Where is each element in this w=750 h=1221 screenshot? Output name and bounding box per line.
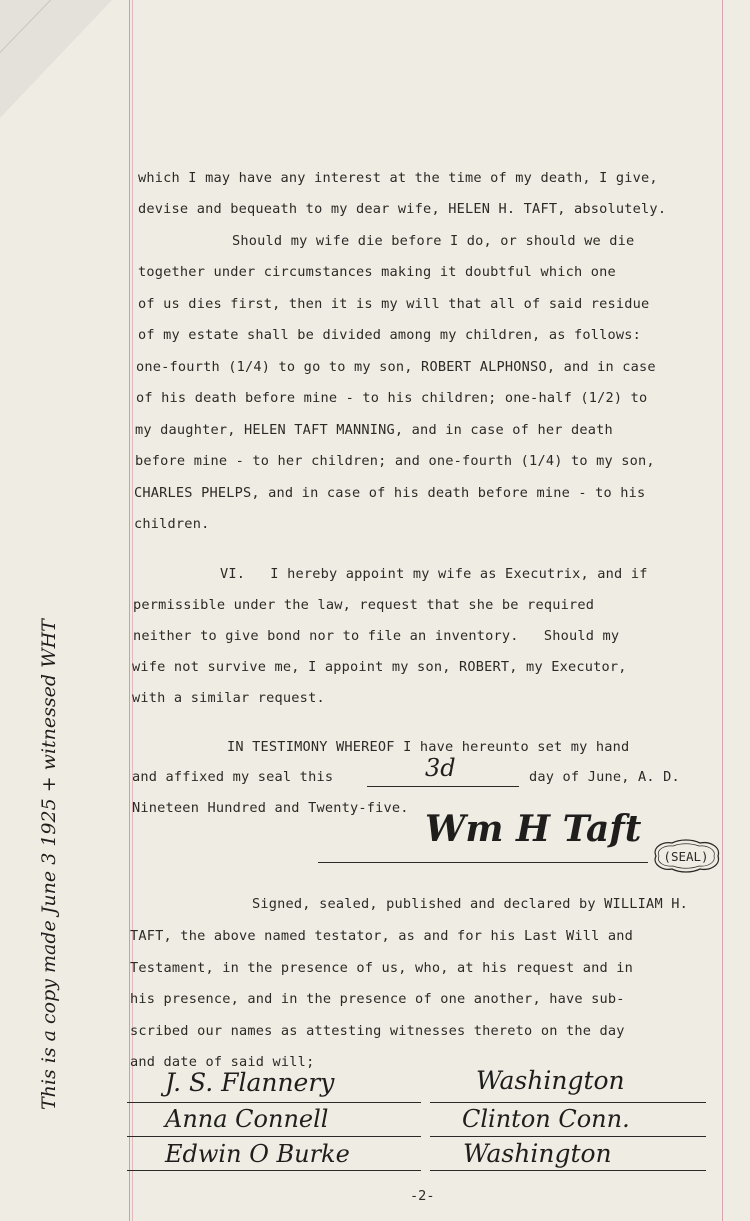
attestation-line: Signed, sealed, published and declared by WILLIAM H. — [252, 896, 688, 912]
attestation-line: and date of said will; — [130, 1054, 315, 1070]
witness-line — [127, 1102, 421, 1103]
handwritten-day: 3d — [425, 754, 456, 782]
attestation-line: his presence, and in the presence of one another, have sub- — [130, 991, 625, 1007]
day-blank-line — [367, 786, 519, 787]
witness-line — [127, 1170, 421, 1171]
witness-signature: Anna Connell — [165, 1105, 329, 1133]
right-margin-rule — [722, 0, 723, 1221]
section-vi-line: wife not survive me, I appoint my son, ROBERT, my Executor, — [132, 659, 627, 675]
witness-residence: Washington — [463, 1139, 612, 1168]
seal — [648, 838, 724, 874]
witness-signature: J. S. Flannery — [165, 1068, 335, 1097]
witness-line — [430, 1136, 706, 1137]
body-line: my daughter, HELEN TAFT MANNING, and in case of her death — [135, 422, 613, 438]
body-line: Should my wife die before I do, or should we die — [232, 233, 635, 249]
testimony-line: Nineteen Hundred and Twenty-five. — [132, 800, 409, 816]
section-vi-line: with a similar request. — [132, 690, 325, 706]
seal-label: (SEAL) — [663, 848, 709, 864]
body-line: of us dies first, then it is my will that all of said residue — [138, 296, 650, 312]
page-number: -2- — [410, 1188, 435, 1204]
testimony-line: IN TESTIMONY WHEREOF I have hereunto set my hand — [227, 739, 630, 755]
attestation-line: scribed our names as attesting witnesses thereto on the day — [130, 1023, 625, 1039]
testimony-line-start: and affixed my seal this — [132, 769, 334, 785]
witness-line — [430, 1170, 706, 1171]
section-vi-line: permissible under the law, request that she be required — [133, 597, 595, 613]
testator-signature: Wm H Taft — [425, 808, 642, 850]
body-line: before mine - to her children; and one-fourth (1/4) to my son, — [135, 453, 655, 469]
folded-corner — [0, 0, 112, 118]
body-line: of my estate shall be divided among my children, as follows: — [138, 327, 642, 343]
section-vi-line: VI. I hereby appoint my wife as Executrix, and if — [220, 566, 648, 582]
handwritten-margin-note: This is a copy made June 3 1925 + witnessed WHT — [38, 619, 60, 1110]
witness-residence: Washington — [476, 1066, 625, 1095]
body-line: CHARLES PHELPS, and in case of his death before mine - to his — [134, 485, 646, 501]
body-line: together under circumstances making it doubtful which one — [138, 264, 616, 280]
signature-line — [318, 862, 648, 863]
testimony-line-end: day of June, A. D. — [529, 769, 680, 785]
witness-line — [430, 1102, 706, 1103]
witness-residence: Clinton Conn. — [462, 1105, 630, 1133]
attestation-line: TAFT, the above named testator, as and for his Last Will and — [130, 928, 634, 944]
section-vi-line: neither to give bond nor to file an inventory. Should my — [133, 628, 620, 644]
witness-signature: Edwin O Burke — [165, 1140, 350, 1168]
body-line: one-fourth (1/4) to go to my son, ROBERT ALPHONSO, and in case — [136, 359, 656, 375]
body-line: devise and bequeath to my dear wife, HELEN H. TAFT, absolutely. — [138, 201, 667, 217]
body-line: of his death before mine - to his children; one-half (1/2) to — [136, 390, 648, 406]
attestation-line: Testament, in the presence of us, who, at his request and in — [130, 960, 634, 976]
body-line: children. — [134, 516, 210, 532]
body-line: which I may have any interest at the time of my death, I give, — [138, 170, 658, 186]
witness-line — [127, 1136, 421, 1137]
